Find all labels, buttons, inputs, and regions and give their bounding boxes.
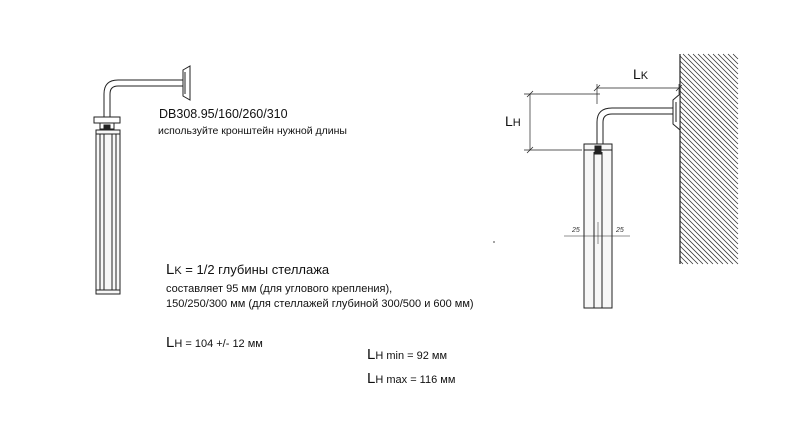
right-bracket-assembly [584, 94, 680, 308]
right-wall [680, 54, 738, 264]
dim-lk-sub: K [640, 70, 649, 82]
right-arm-bend-outer [597, 108, 612, 122]
lhmin-prefix: L [367, 346, 376, 363]
dim-lh-prefix: L [505, 113, 513, 129]
lhmax-text: max = 116 мм [383, 374, 456, 386]
lk-description-line-1: составляет 95 мм (для углового крепления), [166, 283, 393, 295]
lhmax-prefix: L [367, 370, 376, 387]
lhmin-text: min = 92 мм [383, 350, 448, 362]
lk-text: = 1/2 глубины стеллажа [181, 262, 330, 277]
tick-label-left: 25 [572, 227, 580, 234]
left-clamp-block [94, 117, 120, 123]
lh-text: = 104 +/- 12 мм [182, 338, 263, 350]
lh-formula [166, 334, 263, 351]
dim-lk-prefix: L [633, 66, 641, 82]
left-wall-plate [183, 66, 190, 100]
lh-min [367, 346, 447, 363]
lk-sub: K [174, 265, 182, 277]
model-hint: используйте кронштейн нужной длины [158, 125, 347, 137]
left-clamp-screw [104, 125, 110, 128]
lh-sub: H [174, 338, 183, 350]
right-post-clamp [595, 146, 601, 154]
lhmin-sub: H [375, 350, 384, 362]
left-arm-bend-outer [104, 80, 118, 94]
lh-max [367, 370, 455, 387]
lk-prefix: L [166, 261, 175, 278]
dimension-lk-label [633, 66, 648, 82]
tick-label-right: 25 [616, 227, 624, 234]
lk-description-line-2: 150/250/300 мм (для стеллажей глубиной 300/500 и 600 мм) [166, 298, 474, 310]
right-arm-bend-inner [603, 114, 612, 122]
lh-prefix: L [166, 334, 175, 351]
left-bracket-assembly [94, 66, 190, 294]
left-arm-bend-inner [110, 86, 118, 94]
model-code: DB308.95/160/260/310 [159, 107, 288, 121]
dimension-lh-label [505, 113, 521, 129]
lhmax-sub: H [375, 374, 384, 386]
lk-formula [166, 261, 329, 278]
dim-lh-sub: H [512, 117, 521, 129]
stray-dot [493, 241, 495, 243]
dimension-lk [594, 84, 682, 104]
